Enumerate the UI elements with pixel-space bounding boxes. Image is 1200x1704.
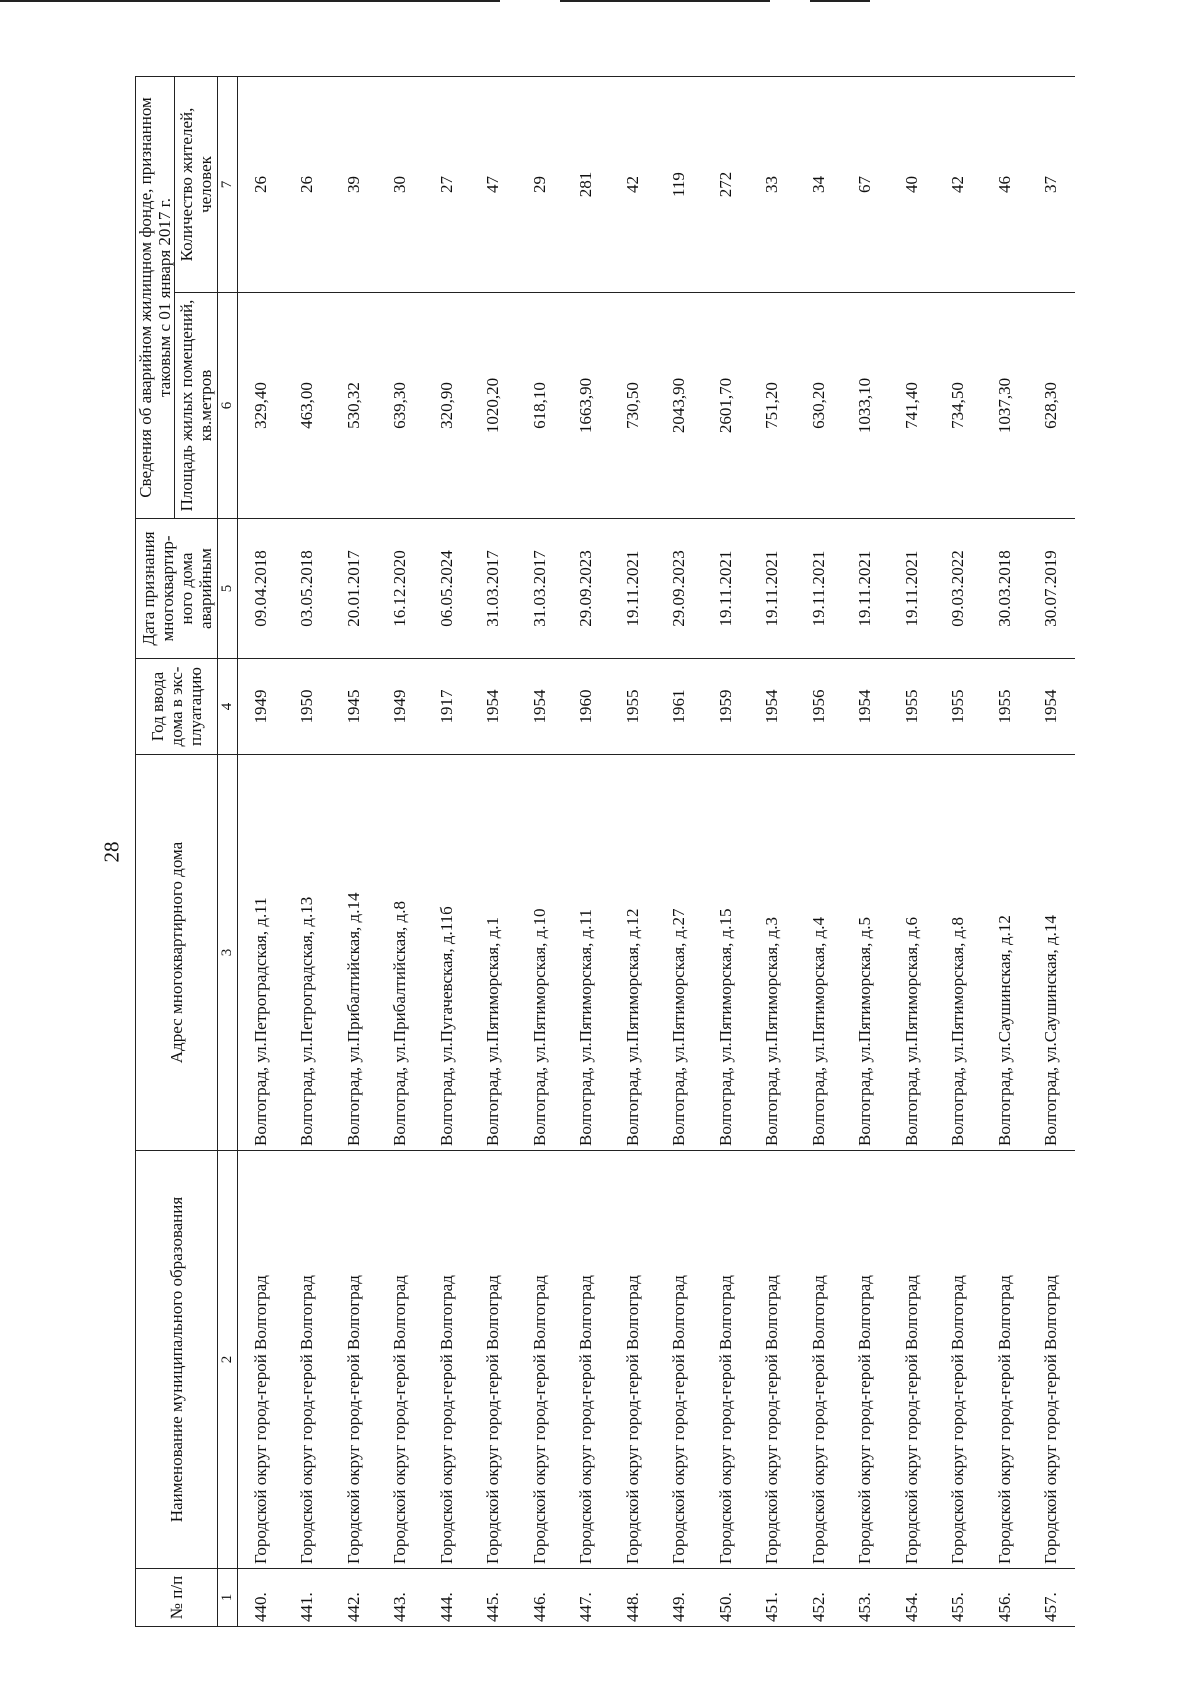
date-cell: 09.04.2018 [238,519,285,659]
residents-cell: 46 [982,76,1029,292]
column-number: 3 [218,755,238,1151]
emergency-housing-table [135,76,1075,1627]
table-row [610,76,657,1626]
table-row [377,76,424,1626]
row-number: 457. [1028,1569,1075,1627]
address-cell: Волгоград, ул.Пятиморская, д.15 [703,755,750,1151]
municipality-cell: Городской округ город-герой Волгоград [331,1151,378,1569]
row-number: 452. [796,1569,843,1627]
table-row [935,76,982,1626]
address-cell: Волгоград, ул.Пугачевская, д.11б [424,755,471,1151]
year-cell: 1950 [284,659,331,755]
row-number: 447. [563,1569,610,1627]
table-row [796,76,843,1626]
year-cell: 1955 [889,659,936,755]
municipality-cell: Городской округ город-герой Волгоград [1028,1151,1075,1569]
residents-cell: 39 [331,76,378,292]
table-row [284,76,331,1626]
municipality-cell: Городской округ город-герой Волгоград [749,1151,796,1569]
column-number: 7 [218,76,238,292]
address-cell: Волгоград, ул.Саушинская, д.14 [1028,755,1075,1151]
table-header [136,76,238,1626]
date-cell: 31.03.2017 [470,519,517,659]
municipality-cell: Городской округ город-герой Волгоград [610,1151,657,1569]
row-number: 444. [424,1569,471,1627]
address-cell: Волгоград, ул.Пятиморская, д.5 [842,755,889,1151]
date-cell: 19.11.2021 [703,519,750,659]
address-cell: Волгоград, ул.Пятиморская, д.27 [656,755,703,1151]
address-cell: Волгоград, ул.Прибалтийская, д.8 [377,755,424,1151]
area-cell: 320,90 [424,293,471,519]
address-cell: Волгоград, ул.Пятиморская, д.11 [563,755,610,1151]
address-cell: Волгоград, ул.Пятиморская, д.12 [610,755,657,1151]
row-number: 454. [889,1569,936,1627]
address-cell: Волгоград, ул.Пятиморская, д.8 [935,755,982,1151]
residents-cell: 42 [610,76,657,292]
table-row [470,76,517,1626]
table-row [749,76,796,1626]
year-cell: 1954 [517,659,564,755]
row-number: 443. [377,1569,424,1627]
municipality-cell: Городской округ город-герой Волгоград [424,1151,471,1569]
area-cell: 628,30 [1028,293,1075,519]
header-year: Год ввода дома в экс-плуатацию [136,659,218,755]
year-cell: 1954 [842,659,889,755]
header-area: Площадь жилых помещений, кв.метров [175,293,218,519]
date-cell: 09.03.2022 [935,519,982,659]
date-cell: 16.12.2020 [377,519,424,659]
area-cell: 1020,20 [470,293,517,519]
municipality-cell: Городской округ город-герой Волгоград [563,1151,610,1569]
year-cell: 1955 [935,659,982,755]
residents-cell: 34 [796,76,843,292]
residents-cell: 30 [377,76,424,292]
header-municipality: Наименование муниципального образования [136,1151,218,1569]
residents-cell: 47 [470,76,517,292]
row-number: 455. [935,1569,982,1627]
area-cell: 618,10 [517,293,564,519]
residents-cell: 67 [842,76,889,292]
table-row [563,76,610,1626]
scan-edge-line [560,0,770,2]
residents-cell: 40 [889,76,936,292]
table-row [889,76,936,1626]
address-cell: Волгоград, ул.Пятиморская, д.10 [517,755,564,1151]
municipality-cell: Городской округ город-герой Волгоград [796,1151,843,1569]
residents-cell: 29 [517,76,564,292]
table-row [517,76,564,1626]
header-date: Дата признания многоквартир-ного дома аварийным [136,519,218,659]
residents-cell: 27 [424,76,471,292]
address-cell: Волгоград, ул.Пятиморская, д.1 [470,755,517,1151]
address-cell: Волгоград, ул.Саушинская, д.12 [982,755,1029,1151]
residents-cell: 119 [656,76,703,292]
date-cell: 19.11.2021 [610,519,657,659]
year-cell: 1949 [377,659,424,755]
area-cell: 639,30 [377,293,424,519]
area-cell: 2601,70 [703,293,750,519]
municipality-cell: Городской округ город-герой Волгоград [935,1151,982,1569]
date-cell: 30.03.2018 [982,519,1029,659]
date-cell: 03.05.2018 [284,519,331,659]
row-number: 456. [982,1569,1029,1627]
area-cell: 741,40 [889,293,936,519]
table-row [982,76,1029,1626]
address-cell: Волгоград, ул.Пятиморская, д.3 [749,755,796,1151]
header-address: Адрес многоквартирного дома [136,755,218,1151]
area-cell: 1033,10 [842,293,889,519]
municipality-cell: Городской округ город-герой Волгоград [703,1151,750,1569]
area-cell: 1037,30 [982,293,1029,519]
year-cell: 1954 [749,659,796,755]
area-cell: 530,32 [331,293,378,519]
row-number: 449. [656,1569,703,1627]
date-cell: 19.11.2021 [796,519,843,659]
table-row [1028,76,1075,1626]
residents-cell: 26 [238,76,285,292]
residents-cell: 42 [935,76,982,292]
area-cell: 329,40 [238,293,285,519]
header-residents: Количество жителей, человек [175,76,218,292]
residents-cell: 33 [749,76,796,292]
address-cell: Волгоград, ул.Петроградская, д.11 [238,755,285,1151]
scan-edge-line [0,0,500,2]
date-cell: 19.11.2021 [749,519,796,659]
address-cell: Волгоград, ул.Пятиморская, д.6 [889,755,936,1151]
page-number: 28 [99,841,124,863]
header-num: № п/п [136,1569,218,1627]
column-number-row [218,76,238,1626]
scan-edge-line [810,0,870,2]
year-cell: 1954 [470,659,517,755]
table-row [842,76,889,1626]
year-cell: 1960 [563,659,610,755]
table-row [656,76,703,1626]
municipality-cell: Городской округ город-герой Волгоград [470,1151,517,1569]
date-cell: 30.07.2019 [1028,519,1075,659]
year-cell: 1955 [982,659,1029,755]
municipality-cell: Городской округ город-герой Волгоград [284,1151,331,1569]
table-body [238,76,1075,1626]
year-cell: 1961 [656,659,703,755]
area-cell: 730,50 [610,293,657,519]
row-number: 445. [470,1569,517,1627]
row-number: 451. [749,1569,796,1627]
residents-cell: 281 [563,76,610,292]
area-cell: 751,20 [749,293,796,519]
year-cell: 1956 [796,659,843,755]
row-number: 441. [284,1569,331,1627]
year-cell: 1959 [703,659,750,755]
row-number: 450. [703,1569,750,1627]
rotated-table-container [135,77,1065,1627]
area-cell: 2043,90 [656,293,703,519]
table-row [424,76,471,1626]
year-cell: 1917 [424,659,471,755]
date-cell: 29.09.2023 [656,519,703,659]
municipality-cell: Городской округ город-герой Волгоград [377,1151,424,1569]
column-number: 2 [218,1151,238,1569]
address-cell: Волгоград, ул.Петроградская, д.13 [284,755,331,1151]
date-cell: 06.05.2024 [424,519,471,659]
row-number: 446. [517,1569,564,1627]
column-number: 6 [218,293,238,519]
municipality-cell: Городской округ город-герой Волгоград [517,1151,564,1569]
date-cell: 29.09.2023 [563,519,610,659]
residents-cell: 272 [703,76,750,292]
municipality-cell: Городской округ город-герой Волгоград [889,1151,936,1569]
column-number: 5 [218,519,238,659]
area-cell: 734,50 [935,293,982,519]
table-row [331,76,378,1626]
date-cell: 31.03.2017 [517,519,564,659]
date-cell: 20.01.2017 [331,519,378,659]
municipality-cell: Городской округ город-герой Волгоград [842,1151,889,1569]
area-cell: 463,00 [284,293,331,519]
row-number: 448. [610,1569,657,1627]
date-cell: 19.11.2021 [889,519,936,659]
year-cell: 1954 [1028,659,1075,755]
row-number: 442. [331,1569,378,1627]
residents-cell: 37 [1028,76,1075,292]
municipality-cell: Городской округ город-герой Волгоград [238,1151,285,1569]
date-cell: 19.11.2021 [842,519,889,659]
table-row [703,76,750,1626]
year-cell: 1955 [610,659,657,755]
table-row [238,76,285,1626]
residents-cell: 26 [284,76,331,292]
column-number: 1 [218,1569,238,1627]
area-cell: 1663,90 [563,293,610,519]
row-number: 453. [842,1569,889,1627]
column-number: 4 [218,659,238,755]
municipality-cell: Городской округ город-герой Волгоград [656,1151,703,1569]
row-number: 440. [238,1569,285,1627]
municipality-cell: Городской округ город-герой Волгоград [982,1151,1029,1569]
address-cell: Волгоград, ул.Прибалтийская, д.14 [331,755,378,1151]
area-cell: 630,20 [796,293,843,519]
year-cell: 1949 [238,659,285,755]
year-cell: 1945 [331,659,378,755]
header-info-group: Сведения об аварийном жилищном фонде, признанном таковым с 01 января 2017 г. [136,76,175,518]
address-cell: Волгоград, ул.Пятиморская, д.4 [796,755,843,1151]
